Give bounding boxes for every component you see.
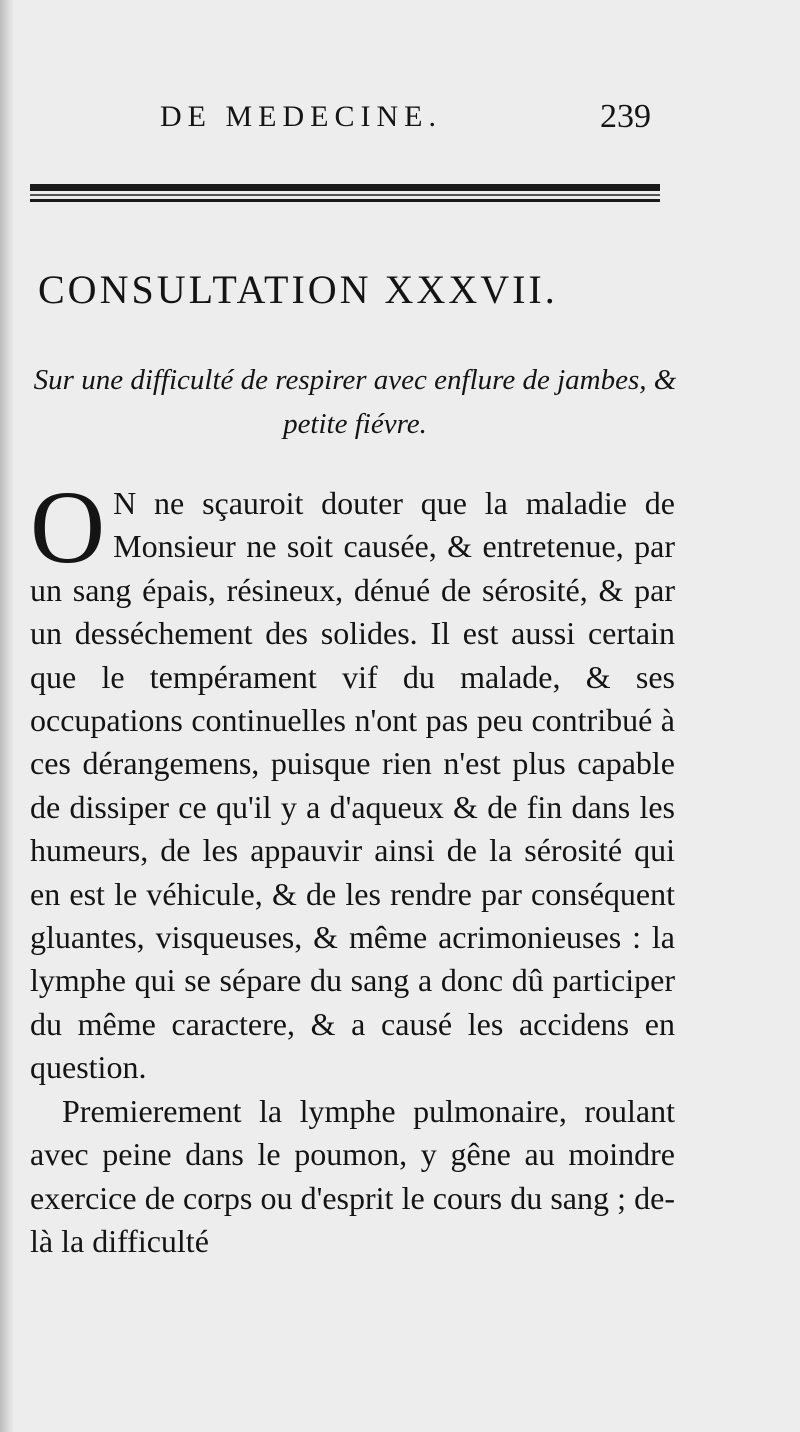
page-number: 239 <box>600 98 651 135</box>
paragraph-1-text: N ne sçauroit douter que la maladie de Monsieur ne soit causée, & entretenue, par un sang épais, résineux, dénué de sérosité, & par un desséchement des solides. Il est aussi certain que le tempérament vif du malade, & ses occupations continuelles n'ont pas peu contribué à ces dérangemens, puisque rien n'est plus capable de dissiper ce qu'il y a d'aqueux & de fin dans les humeurs, de les appauvir ainsi de la sérosité qui en est le véhicule, & de les rendre par conséquent gluantes, visqueuses, & même acrimonieuses : la lymphe qui se sépare du sang a donc dû participer du même caractere, & a causé les accidens en question. <box>30 485 675 1086</box>
consultation-title: CONSULTATION XXXVII. <box>38 267 558 312</box>
header-rule <box>30 184 660 202</box>
consultation-subtitle: Sur une difficulté de respirer avec enflure de jambes, & petite fiévre. <box>33 364 677 440</box>
paragraph-2: Premierement la lymphe pulmonaire, roulant avec peine dans le poumon, y gêne au moindre exercice de corps ou d'esprit le cours du sang ; de-là la difficulté <box>30 1092 675 1259</box>
running-head: DE MEDECINE. <box>160 100 442 133</box>
body-text <box>30 470 675 1263</box>
paragraph-1 <box>30 470 675 1090</box>
drop-cap: O <box>30 470 106 585</box>
